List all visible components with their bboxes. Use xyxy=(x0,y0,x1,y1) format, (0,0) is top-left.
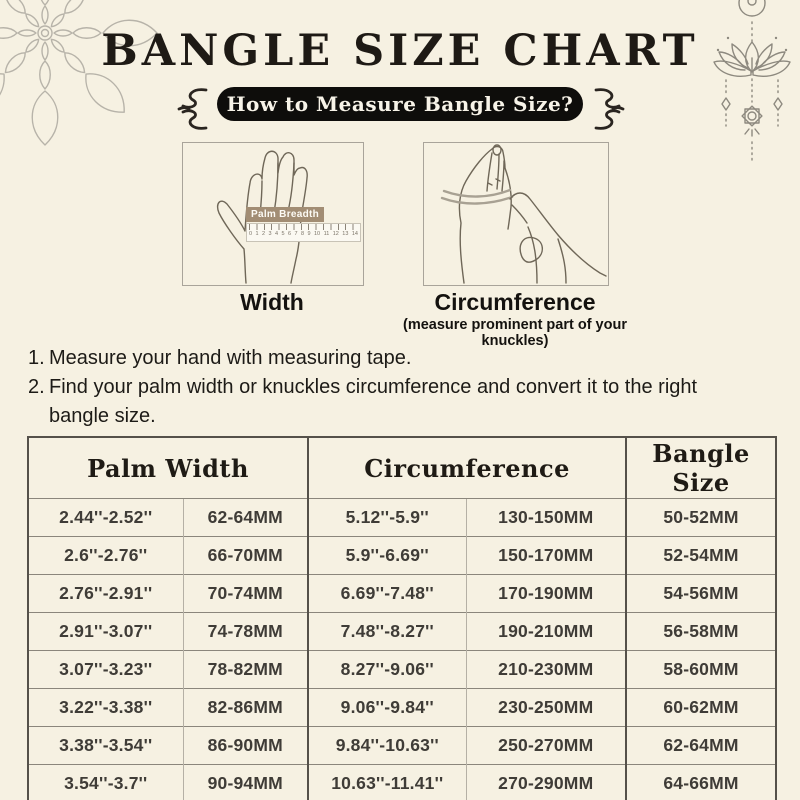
table-cell: 58-60MM xyxy=(626,651,776,689)
table-cell: 90-94MM xyxy=(183,765,308,800)
circumference-caption xyxy=(370,289,660,349)
column-header: Bangle Size xyxy=(626,437,776,499)
ruler-numbers xyxy=(249,231,358,237)
ruler-number: 12 xyxy=(332,231,339,237)
table-cell: 52-54MM xyxy=(626,537,776,575)
instruction-text: Find your palm width or knuckles circumference and convert it to the right bangle size. xyxy=(49,376,698,427)
table-cell: 230-250MM xyxy=(466,689,626,727)
table-cell: 50-52MM xyxy=(626,499,776,537)
ruler-number: 8 xyxy=(301,231,305,237)
table-row xyxy=(28,689,776,727)
size-table-body xyxy=(28,499,776,800)
table-cell: 6.69''-7.48'' xyxy=(308,575,466,613)
column-header: Circumference xyxy=(308,437,626,499)
ruler-number: 6 xyxy=(288,231,292,237)
palm-breadth-tag: Palm Breadth xyxy=(246,207,324,222)
flourish-right-icon xyxy=(592,86,626,132)
ruler-number: 3 xyxy=(268,231,272,237)
table-cell: 70-74MM xyxy=(183,575,308,613)
table-cell: 3.07''-3.23'' xyxy=(28,651,183,689)
table-row xyxy=(28,765,776,800)
table-cell: 2.91''-3.07'' xyxy=(28,613,183,651)
table-cell: 190-210MM xyxy=(466,613,626,651)
table-cell: 9.84''-10.63'' xyxy=(308,727,466,765)
ruler-number: 0 xyxy=(249,231,253,237)
circumference-illustration-box xyxy=(423,142,609,286)
size-table xyxy=(27,436,777,800)
ruler-ticks xyxy=(249,224,358,230)
table-row xyxy=(28,651,776,689)
column-header: Palm Width xyxy=(87,453,249,483)
table-row xyxy=(28,537,776,575)
table-cell: 210-230MM xyxy=(466,651,626,689)
table-cell: 8.27''-9.06'' xyxy=(308,651,466,689)
table-cell: 3.54''-3.7'' xyxy=(28,765,183,800)
table-cell: 54-56MM xyxy=(626,575,776,613)
width-caption: Width xyxy=(240,289,304,315)
table-cell: 86-90MM xyxy=(183,727,308,765)
instruction-number: 2. xyxy=(28,376,45,398)
table-cell: 3.22''-3.38'' xyxy=(28,689,183,727)
table-cell: 2.76''-2.91'' xyxy=(28,575,183,613)
instruction-text: Measure your hand with measuring tape. xyxy=(49,347,412,369)
table-cell: 5.12''-5.9'' xyxy=(308,499,466,537)
table-row xyxy=(28,575,776,613)
table-cell: 56-58MM xyxy=(626,613,776,651)
ruler-number: 5 xyxy=(281,231,285,237)
ruler-number: 10 xyxy=(314,231,321,237)
ruler-number: 11 xyxy=(323,231,330,237)
table-cell: 62-64MM xyxy=(183,499,308,537)
table-cell: 78-82MM xyxy=(183,651,308,689)
table-cell: 5.9''-6.69'' xyxy=(308,537,466,575)
table-row xyxy=(28,727,776,765)
table-cell: 3.38''-3.54'' xyxy=(28,727,183,765)
table-cell: 170-190MM xyxy=(466,575,626,613)
instruction-number: 1. xyxy=(28,347,45,369)
table-cell: 66-70MM xyxy=(183,537,308,575)
table-cell: 130-150MM xyxy=(466,499,626,537)
ruler-number: 14 xyxy=(351,231,358,237)
page-title: BANGLE SIZE CHART xyxy=(101,26,699,76)
table-cell: 62-64MM xyxy=(626,727,776,765)
flourish-left-icon xyxy=(176,86,210,132)
instruction-item xyxy=(28,373,768,431)
table-cell: 74-78MM xyxy=(183,613,308,651)
table-cell: 64-66MM xyxy=(626,765,776,800)
circumference-caption-label: Circumference xyxy=(434,289,596,315)
size-table-header-row xyxy=(28,437,776,499)
ruler xyxy=(246,223,361,242)
table-cell: 7.48''-8.27'' xyxy=(308,613,466,651)
table-cell: 150-170MM xyxy=(466,537,626,575)
width-illustration-box xyxy=(182,142,364,286)
table-cell: 9.06''-9.84'' xyxy=(308,689,466,727)
hand-circumference-illustration xyxy=(424,143,606,283)
ruler-number: 1 xyxy=(255,231,259,237)
ruler-number: 2 xyxy=(262,231,266,237)
size-table-section xyxy=(27,436,775,800)
table-cell: 82-86MM xyxy=(183,689,308,727)
table-cell: 60-62MM xyxy=(626,689,776,727)
ruler-number: 4 xyxy=(275,231,279,237)
ruler-number: 9 xyxy=(307,231,311,237)
instructions-list xyxy=(28,344,768,431)
section-badge: How to Measure Bangle Size? xyxy=(217,87,583,121)
ruler-number: 13 xyxy=(342,231,349,237)
table-row xyxy=(28,613,776,651)
table-row xyxy=(28,499,776,537)
table-cell: 270-290MM xyxy=(466,765,626,800)
table-cell: 10.63''-11.41'' xyxy=(308,765,466,800)
table-cell: 2.44''-2.52'' xyxy=(28,499,183,537)
instruction-item xyxy=(28,344,768,373)
table-cell: 2.6''-2.76'' xyxy=(28,537,183,575)
table-cell: 250-270MM xyxy=(466,727,626,765)
ruler-number: 7 xyxy=(294,231,298,237)
circumference-caption-note: (measure prominent part of your knuckles) xyxy=(403,317,627,349)
